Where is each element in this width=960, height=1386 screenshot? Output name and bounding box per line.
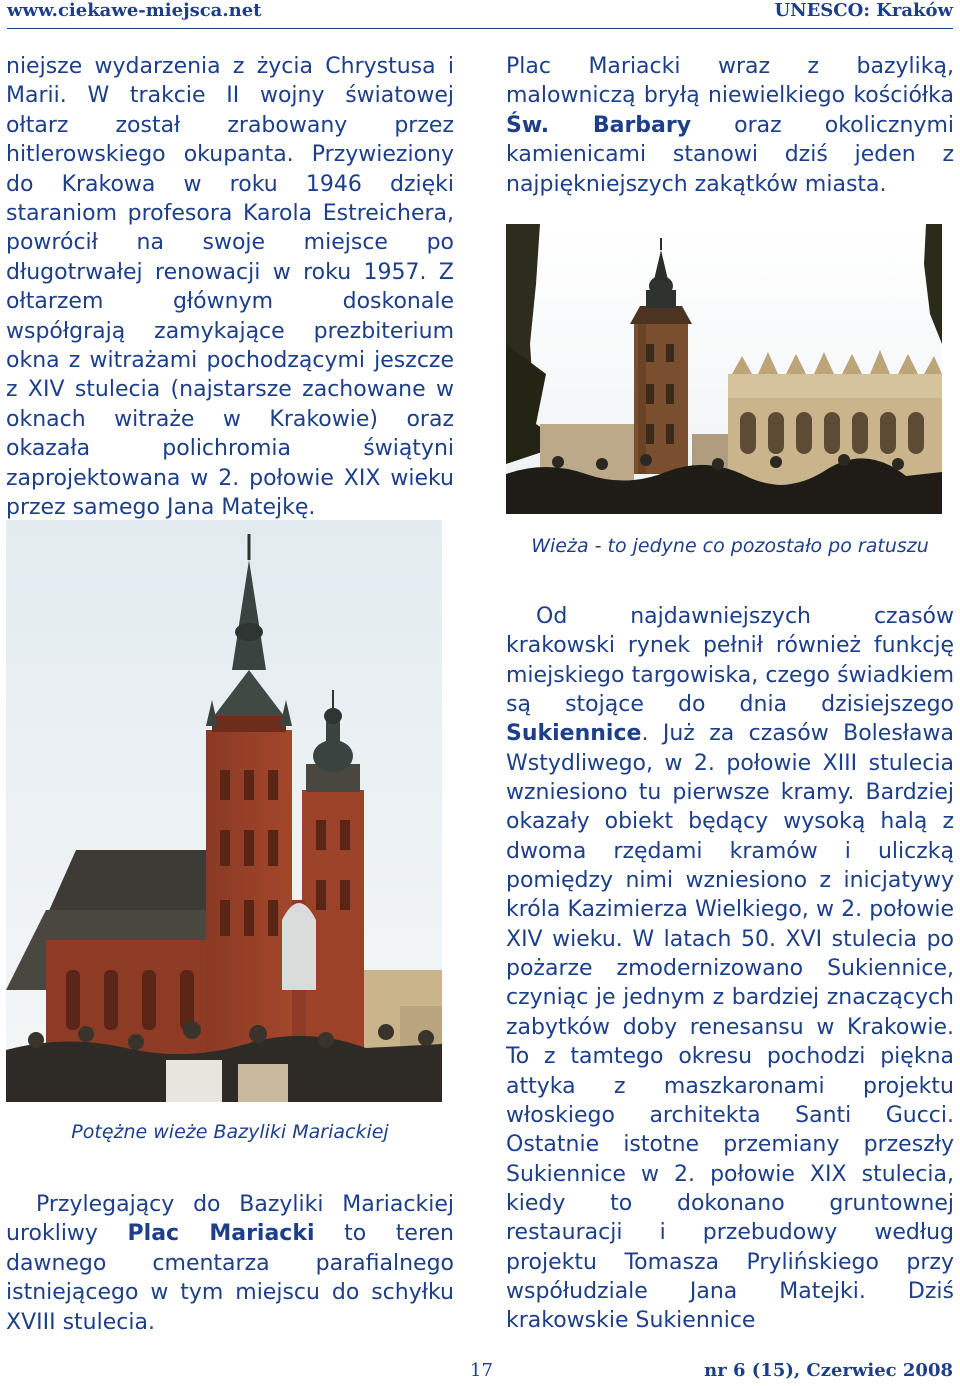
town-hall-tower-photo bbox=[506, 224, 942, 514]
highlight-sw-barbary: Św. Barbary bbox=[506, 112, 692, 138]
paragraph-altar: niejsze wydarzenia z życia Chrystusa i Marii. W trakcie II wojny światowej ołtarz został zrabowany przez hitlerowskiego okupanta. Przywieziony do Krakowa w roku 1946 dzięki staraniom profesora Karola Estreichera, powrócił na swoje miejsce po długotrwałej renowacji w roku 1957. Z ołtarzem głównym doskonale współgrają zamykające prezbiterium okna z witrażami pochodzącymi jeszcze z XIV stulecia (najstarsze zachowane w oknach witraże w Krakowie) oraz okazała polichromia świątyni zaprojektowana w 2. połowie XIX wieku przez samego Jana Matejkę. bbox=[6, 54, 454, 521]
website-url: www.ciekawe-miejsca.net bbox=[7, 0, 262, 21]
basilica-caption: Potężne wieże Bazyliki Mariackiej bbox=[71, 1121, 389, 1143]
article-column-left-top bbox=[6, 52, 454, 523]
issue-info: nr 6 (15), Czerwiec 2008 bbox=[704, 1360, 953, 1381]
paragraph-plac-mariacki-history: Przylegający do Bazyliki Mariackiej urokliwy Plac Mariacki to teren dawnego cmentarza parafialnego istniejącego w tym miejscu do schyłku XVIII stulecia. bbox=[6, 1192, 454, 1335]
highlight-sukiennice: Sukiennice bbox=[506, 721, 642, 747]
article-column-left-bottom bbox=[6, 1190, 454, 1337]
section-title: UNESCO: Kraków bbox=[774, 0, 953, 21]
basilica-photo bbox=[6, 520, 442, 1102]
page-header bbox=[7, 0, 953, 29]
article-column-right-bottom bbox=[506, 602, 954, 1336]
town-hall-caption: Wieża - to jedyne co pozostało po ratuszu bbox=[531, 535, 929, 557]
article-column-right-top bbox=[506, 52, 954, 199]
paragraph-sukiennice: Od najdawniejszych czasów krakowski rynek pełnił również funkcję miejskiego targowiska, czego świadkiem są stojące do dnia dzisiejszego Sukiennice. Już za czasów Bolesława Wstydliwego, w 2. połowie XIII stulecia wzniesiono tu pierwsze kramy. Bardziej okazały obiekt będący wysoką halą z dwoma rzędami kramów i uliczką pomiędzy nimi wzniesiono z inicjatywy króla Kazimierza Wielkiego, w 2. połowie XIV wieku. W latach 50. XVI stulecia po pożarze zmodernizowano Sukiennice, czyniąc je jednym z bardziej znaczących zabytków doby renesansu w Krakowie. To z tamtego okresu pochodzi piękna attyka z maszkaronami projektu włoskiego architekta Santi Gucci. Ostatnie istotne przemiany przeszły Sukiennice w 2. połowie XIX stulecia, kiedy to dokonano gruntownej restauracji i przebudowy według projektu Tomasza Prylińskiego przy współudziale Jana Matejki. Dziś krakowskie Sukiennice bbox=[506, 604, 954, 1334]
highlight-plac-mariacki: Plac Mariacki bbox=[127, 1221, 315, 1247]
page-number: 17 bbox=[470, 1360, 493, 1381]
paragraph-plac-mariacki-view: Plac Mariacki wraz z bazyliką, malowniczą bryłą niewielkiego kościółka Św. Barbary oraz okolicznymi kamienicami stanowi dziś jeden z najpiękniejszych zakątków miasta. bbox=[506, 54, 954, 197]
